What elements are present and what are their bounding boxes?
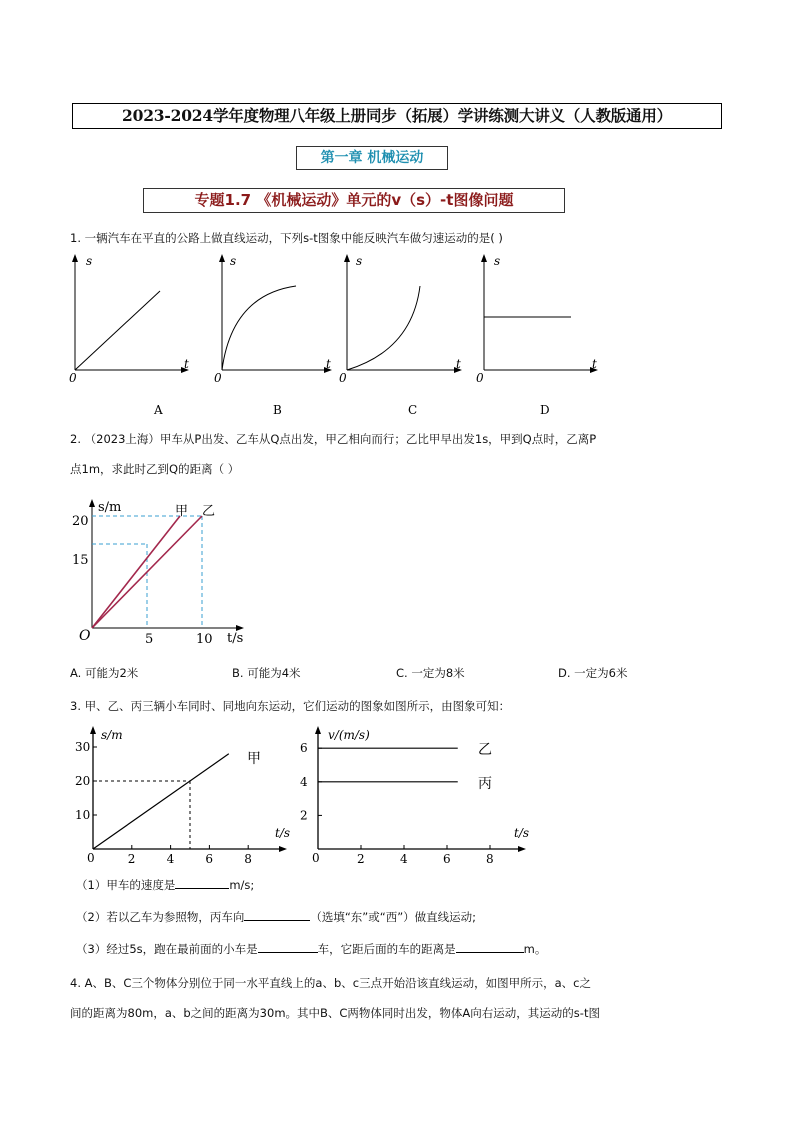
- q3a-series-jia-label: 甲: [247, 751, 261, 767]
- q3a-xtick-8: 8: [244, 852, 252, 865]
- q2-series-line-0: [92, 516, 180, 628]
- q3-stem: 3. 甲、乙、丙三辆小车同时、同地向东运动，它们运动的图象如图所示，由图象可知：: [70, 699, 511, 713]
- q3-sub2: （2）若以乙车为参照物，丙车向 （选填“东”或“西”）做直线运动;: [76, 910, 477, 924]
- q4-line1: 4. A、B、C三个物体分别位于同一水平直线上的a、b、c三点开始沿该直线运动，如图甲所示，a、c之: [70, 976, 591, 990]
- q1c-origin: 0: [339, 371, 347, 385]
- q3b-series-bing-label: 丙: [478, 776, 492, 792]
- q1a-ylabel: s: [86, 254, 93, 268]
- q1a-xlabel: t: [184, 357, 189, 371]
- q1c-curve: [347, 286, 420, 370]
- q1b-option: B: [273, 403, 282, 417]
- q3-sub1-blank[interactable]: [175, 876, 229, 889]
- q1c-xlabel: t: [456, 357, 461, 371]
- q3a-series-line: [93, 754, 229, 849]
- q3a-ytick-30: 30: [75, 740, 91, 754]
- q3b-ytick-2: 2: [300, 808, 308, 823]
- q1a-line: [75, 291, 160, 370]
- topic-title: 专题1.7 《机械运动》单元的v（s）-t图像问题: [143, 188, 565, 213]
- q1d-ylabel: s: [494, 254, 501, 268]
- q3b-xtick-8: 8: [486, 852, 494, 865]
- q3-sub1: （1）甲车的速度是 m/s;: [76, 878, 255, 892]
- q3-sub3: （3）经过5s，跑在最前面的小车是 车，它距后面的车的距离是 m。: [76, 942, 547, 956]
- q2-chart: [60, 495, 260, 655]
- q3b-ytick-4: 4: [300, 774, 308, 789]
- q1c-option: C: [408, 403, 418, 417]
- q1-graph-d: [476, 254, 597, 417]
- q2-ytick-15: 15: [72, 553, 89, 568]
- q1b-ylabel: s: [230, 254, 237, 268]
- q2-ylabel: s/m: [98, 500, 122, 515]
- q1-graph-c: [339, 254, 461, 417]
- q4-line2: 间的距离为80m，a、b之间的距离为30m。其中B、C两物体同时出发，物体A向右运动，其运动的s-t图: [70, 1006, 600, 1020]
- q3b-series-yi-label: 乙: [478, 742, 492, 758]
- q1b-curve: [222, 286, 296, 370]
- q1-graph-b: [214, 254, 331, 417]
- q3b-ytick-6: 6: [300, 741, 308, 756]
- series-banner: 2023-2024学年度物理八年级上册同步（拓展）学讲练测大讲义（人教版通用）: [72, 103, 722, 129]
- q3-vt-chart: [290, 725, 530, 865]
- q1b-origin: 0: [214, 371, 222, 385]
- q2-series-yi-label: 乙: [202, 504, 216, 519]
- q3a-ytick-10: 10: [75, 808, 91, 822]
- q3a-origin: 0: [87, 851, 95, 865]
- q2-xtick-10: 10: [196, 632, 213, 647]
- chapter-title: 第一章 机械运动: [296, 146, 448, 170]
- q3-sub3-blank-1[interactable]: [258, 940, 318, 953]
- q3a-ytick-20: 20: [75, 774, 91, 788]
- q2-line1: 2. （2023上海）甲车从P出发、乙车从Q点出发，甲乙相向而行；乙比甲早出发1s，甲到Q点时，乙离P: [70, 432, 597, 446]
- q3b-ylabel: v/(m/s): [328, 728, 370, 742]
- q3-st-chart: [65, 725, 290, 865]
- q2-line2: 点1m，求此时乙到Q的距离（ ）: [70, 462, 240, 476]
- q3b-xtick-2: 2: [357, 852, 365, 865]
- q3a-xtick-2: 2: [127, 852, 136, 865]
- q2-option-c[interactable]: C. 一定为8米: [396, 666, 465, 680]
- q1-graphs: [60, 250, 620, 425]
- q1d-origin: 0: [476, 371, 484, 385]
- q2-origin: O: [79, 628, 91, 644]
- q2-ytick-20: 20: [72, 514, 89, 529]
- q1a-option: A: [154, 403, 163, 417]
- q1c-ylabel: s: [356, 254, 363, 268]
- q3b-origin: 0: [312, 851, 320, 865]
- q3b-xtick-4: 4: [400, 852, 408, 865]
- q1-graph-a: [69, 254, 189, 417]
- q1d-option: D: [540, 403, 550, 417]
- q2-option-a[interactable]: A. 可能为2米: [70, 666, 139, 680]
- q2-xlabel: t/s: [227, 631, 244, 646]
- q1b-xlabel: t: [326, 357, 331, 371]
- q3-sub3-blank-2[interactable]: [456, 940, 524, 953]
- q3b-xtick-6: 6: [443, 852, 451, 865]
- q1-stem: 1. 一辆汽车在平直的公路上做直线运动，下列s-t图象中能反映汽车做匀速运动的是( ): [70, 231, 503, 245]
- q3-sub2-blank[interactable]: [244, 908, 310, 921]
- q2-series-jia-label: 甲: [175, 504, 189, 519]
- q1a-origin: 0: [69, 371, 77, 385]
- q3b-xlabel: t/s: [514, 826, 530, 840]
- q3a-ylabel: s/m: [101, 728, 123, 742]
- q2-option-b[interactable]: B. 可能为4米: [232, 666, 301, 680]
- q1d-xlabel: t: [592, 357, 597, 371]
- q3a-xtick-4: 4: [166, 852, 175, 865]
- q2-option-d[interactable]: D. 一定为6米: [558, 666, 628, 680]
- q2-xtick-5: 5: [145, 632, 154, 647]
- q3a-xtick-6: 6: [205, 852, 214, 865]
- q2-series-line-1: [92, 516, 202, 628]
- q3a-xlabel: t/s: [275, 826, 290, 840]
